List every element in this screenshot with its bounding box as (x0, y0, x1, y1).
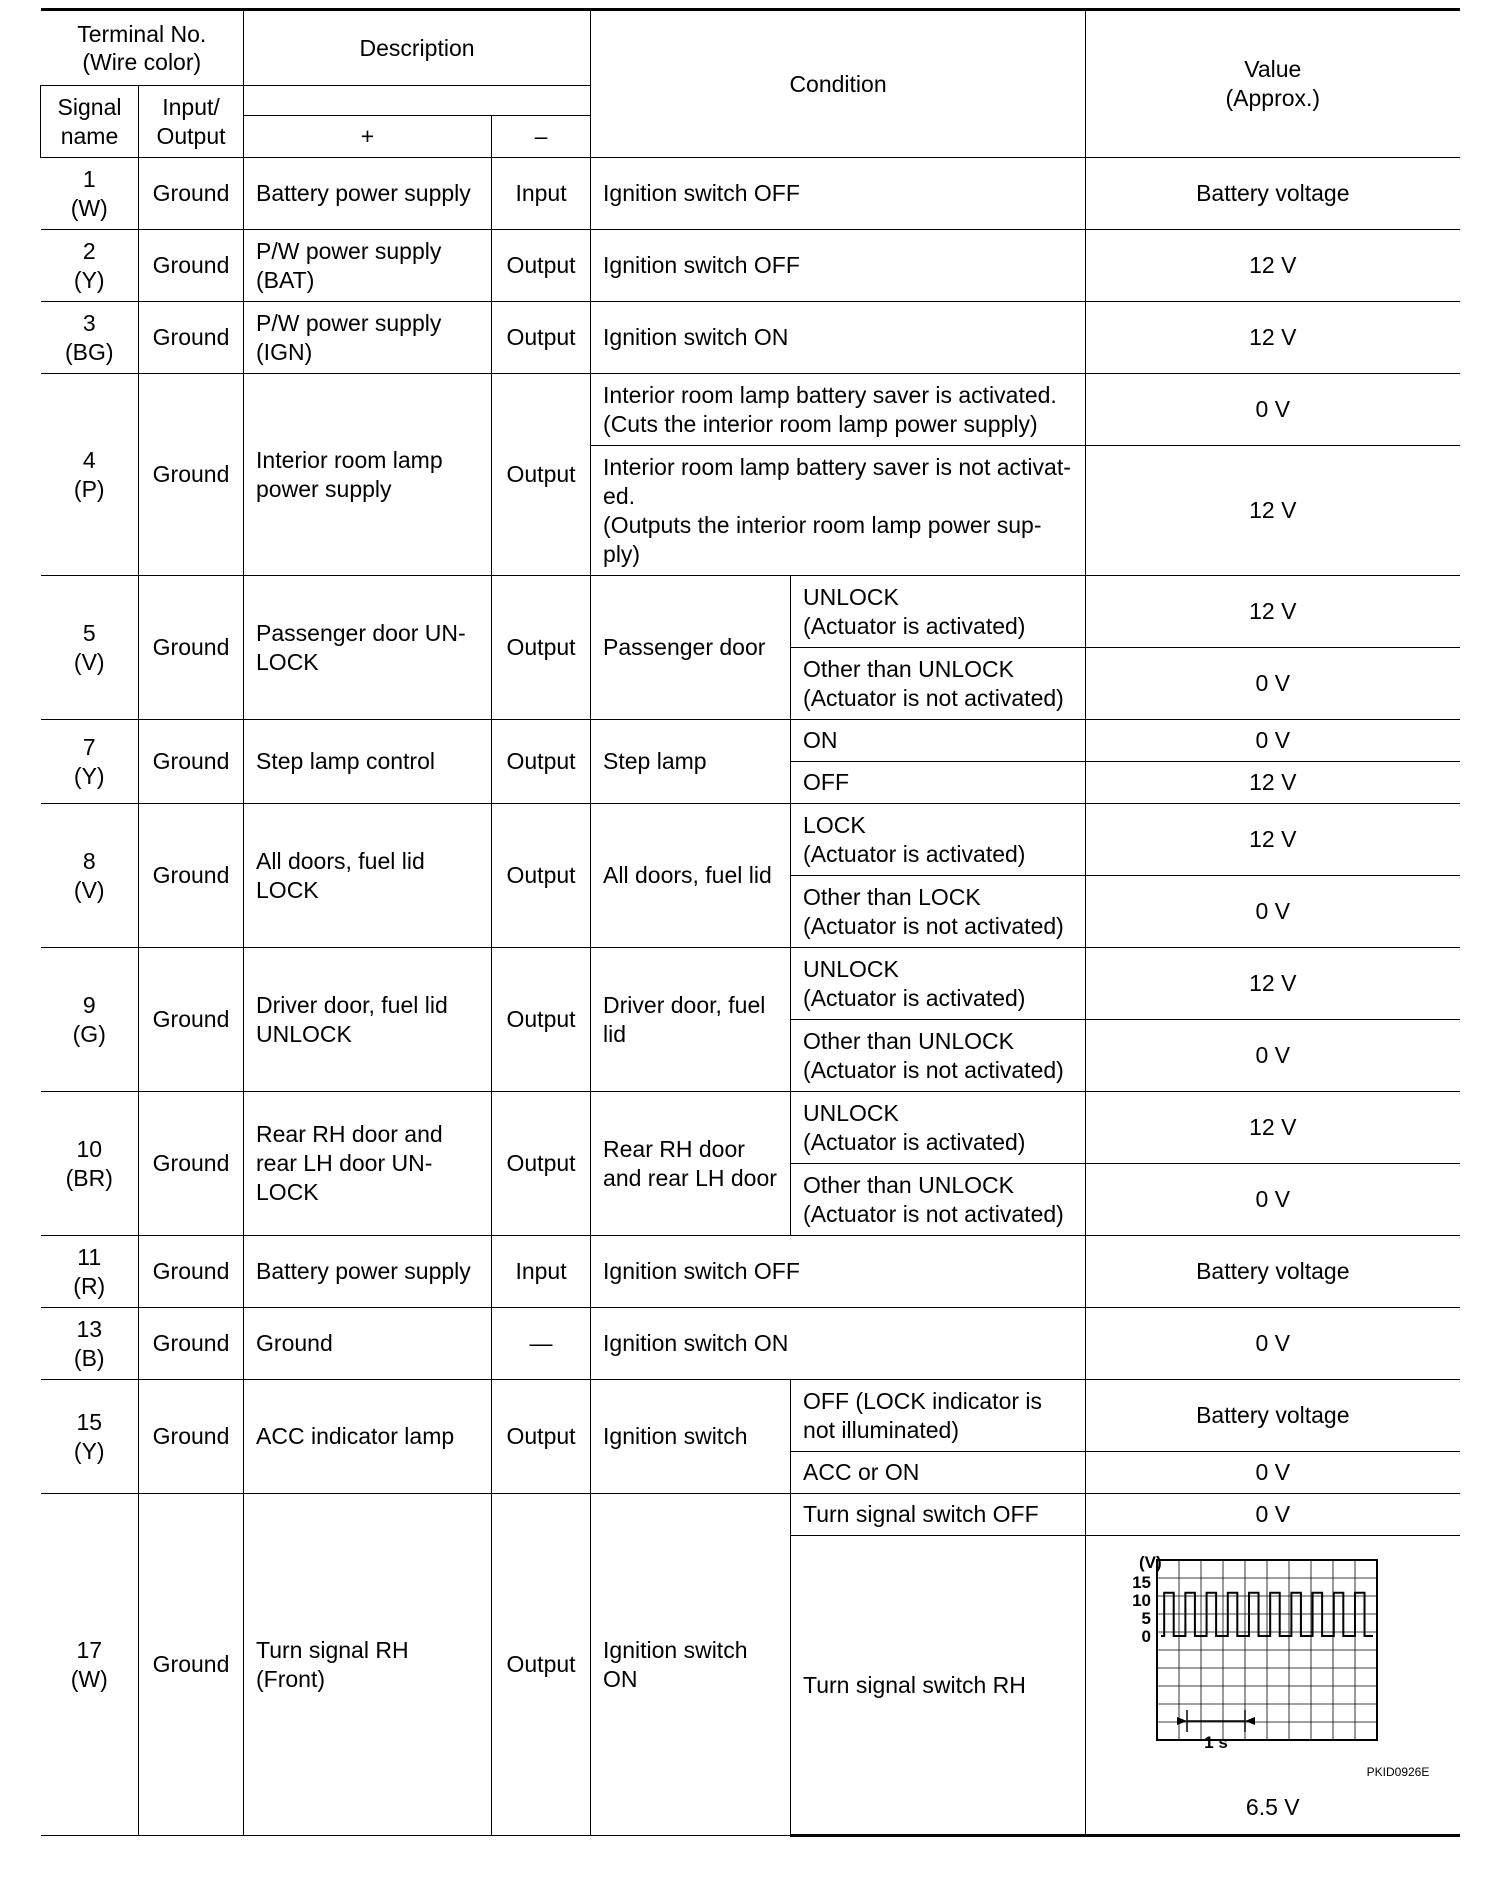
signal-1: Battery power supply (244, 158, 492, 230)
subcondition-7b: OFF (791, 762, 1086, 804)
signal-5: Passenger door UN- LOCK (244, 576, 492, 720)
value-9a: 12 V (1086, 948, 1460, 1020)
signal-2: P/W power supply (BAT) (244, 230, 492, 302)
terminal-3: 3 (BG) (41, 302, 139, 374)
terminal-4: 4 (P) (41, 374, 139, 576)
condition-15: Ignition switch (591, 1380, 791, 1494)
subcondition-5b: Other than UNLOCK (Actuator is not activated) (791, 648, 1086, 720)
wave-tick-label: 10 (1131, 1591, 1151, 1610)
subcondition-7a: ON (791, 720, 1086, 762)
ground-7: Ground (139, 720, 244, 804)
terminal-5: 5 (V) (41, 576, 139, 720)
ground-15: Ground (139, 1380, 244, 1494)
terminal-15: 15 (Y) (41, 1380, 139, 1494)
signal-13: Ground (244, 1308, 492, 1380)
time-scale-label: 1 s (1203, 1733, 1228, 1752)
io-11: Input (492, 1236, 591, 1308)
io-13: — (492, 1308, 591, 1380)
terminal-11: 11 (R) (41, 1236, 139, 1308)
condition-5: Passenger door (591, 576, 791, 720)
signal-17: Turn signal RH (Front) (244, 1494, 492, 1836)
subcondition-5a: UNLOCK (Actuator is activated) (791, 576, 1086, 648)
ground-8: Ground (139, 804, 244, 948)
io-3: Output (492, 302, 591, 374)
wave-tick-label: 5 (1141, 1609, 1151, 1628)
condition-11: Ignition switch OFF (591, 1236, 1086, 1308)
header-value: Value (Approx.) (1086, 10, 1460, 158)
wave-ylabel: (V) (1138, 1553, 1162, 1572)
value-4b: 12 V (1086, 446, 1460, 576)
signal-11: Battery power supply (244, 1236, 492, 1308)
header-condition: Condition (591, 10, 1086, 158)
condition-10: Rear RH door and rear LH door (591, 1092, 791, 1236)
terminal-9: 9 (G) (41, 948, 139, 1092)
subcondition-15a: OFF (LOCK indicator is not illuminated) (791, 1380, 1086, 1452)
subcondition-9b: Other than UNLOCK (Actuator is not activated) (791, 1020, 1086, 1092)
ground-13: Ground (139, 1308, 244, 1380)
terminal-2: 2 (Y) (41, 230, 139, 302)
signal-8: All doors, fuel lid LOCK (244, 804, 492, 948)
value-1: Battery voltage (1086, 158, 1460, 230)
io-2: Output (492, 230, 591, 302)
condition-17: Ignition switch ON (591, 1494, 791, 1836)
subcondition-10a: UNLOCK (Actuator is activated) (791, 1092, 1086, 1164)
terminal-8: 8 (V) (41, 804, 139, 948)
condition-9: Driver door, fuel lid (591, 948, 791, 1092)
value-8b: 0 V (1086, 876, 1460, 948)
condition-13: Ignition switch ON (591, 1308, 1086, 1380)
condition-4a: Interior room lamp battery saver is activated. (Cuts the interior room lamp power supply) (591, 374, 1086, 446)
subcondition-8b: Other than LOCK (Actuator is not activated) (791, 876, 1086, 948)
ground-2: Ground (139, 230, 244, 302)
terminal-13: 13 (B) (41, 1308, 139, 1380)
terminal-7: 7 (Y) (41, 720, 139, 804)
subcondition-10b: Other than UNLOCK (Actuator is not activated) (791, 1164, 1086, 1236)
condition-1: Ignition switch OFF (591, 158, 1086, 230)
signal-9: Driver door, fuel lid UNLOCK (244, 948, 492, 1092)
ground-5: Ground (139, 576, 244, 720)
value-17b-cell (1086, 1536, 1460, 1836)
header-plus: + (244, 116, 492, 158)
subcondition-17a: Turn signal switch OFF (791, 1494, 1086, 1536)
condition-3: Ignition switch ON (591, 302, 1086, 374)
value-13: 0 V (1086, 1308, 1460, 1380)
ground-3: Ground (139, 302, 244, 374)
io-7: Output (492, 720, 591, 804)
value-17b: 6.5 V (1245, 1794, 1300, 1820)
condition-4b: Interior room lamp battery saver is not activat- ed. (Outputs the interior room lamp power sup- ply) (591, 446, 1086, 576)
value-7b: 12 V (1086, 762, 1460, 804)
ground-17: Ground (139, 1494, 244, 1836)
value-3: 12 V (1086, 302, 1460, 374)
subcondition-17b: Turn signal switch RH (791, 1536, 1086, 1836)
io-4: Output (492, 374, 591, 576)
io-10: Output (492, 1092, 591, 1236)
io-9: Output (492, 948, 591, 1092)
value-11: Battery voltage (1086, 1236, 1460, 1308)
header-description: Description (244, 10, 591, 86)
condition-7: Step lamp (591, 720, 791, 804)
signal-3: P/W power supply (IGN) (244, 302, 492, 374)
value-7a: 0 V (1086, 720, 1460, 762)
value-4a: 0 V (1086, 374, 1460, 446)
value-5a: 12 V (1086, 576, 1460, 648)
value-17a: 0 V (1086, 1494, 1460, 1536)
wave-tick-label: 0 (1141, 1627, 1151, 1646)
io-17: Output (492, 1494, 591, 1836)
ground-10: Ground (139, 1092, 244, 1236)
terminal-1: 1 (W) (41, 158, 139, 230)
condition-8: All doors, fuel lid (591, 804, 791, 948)
header-minus: – (492, 116, 591, 158)
subcondition-8a: LOCK (Actuator is activated) (791, 804, 1086, 876)
condition-2: Ignition switch OFF (591, 230, 1086, 302)
signal-15: ACC indicator lamp (244, 1380, 492, 1494)
io-1: Input (492, 158, 591, 230)
ground-9: Ground (139, 948, 244, 1092)
value-2: 12 V (1086, 230, 1460, 302)
value-15b: 0 V (1086, 1452, 1460, 1494)
ground-11: Ground (139, 1236, 244, 1308)
value-9b: 0 V (1086, 1020, 1460, 1092)
time-scale-marker (1177, 1710, 1255, 1732)
signal-10: Rear RH door and rear LH door UN- LOCK (244, 1092, 492, 1236)
header-terminal: Terminal No. (Wire color) (41, 10, 244, 86)
header-signal-name: Signal name (41, 86, 139, 158)
header-io: Input/ Output (139, 86, 244, 158)
value-10b: 0 V (1086, 1164, 1460, 1236)
ground-4: Ground (139, 374, 244, 576)
signal-7: Step lamp control (244, 720, 492, 804)
subcondition-9a: UNLOCK (Actuator is activated) (791, 948, 1086, 1020)
io-8: Output (492, 804, 591, 948)
ground-1: Ground (139, 158, 244, 230)
value-5b: 0 V (1086, 648, 1460, 720)
turn-signal-waveform (1093, 1548, 1453, 1780)
value-10a: 12 V (1086, 1092, 1460, 1164)
value-15a: Battery voltage (1086, 1380, 1460, 1452)
wave-tick-label: 15 (1131, 1573, 1151, 1592)
terminal-17: 17 (W) (41, 1494, 139, 1836)
terminal-table (40, 8, 1460, 1837)
signal-4: Interior room lamp power supply (244, 374, 492, 576)
subcondition-15b: ACC or ON (791, 1452, 1086, 1494)
value-8a: 12 V (1086, 804, 1460, 876)
io-15: Output (492, 1380, 591, 1494)
terminal-10: 10 (BR) (41, 1092, 139, 1236)
figure-reference: PKID0926E (1366, 1765, 1430, 1779)
io-5: Output (492, 576, 591, 720)
